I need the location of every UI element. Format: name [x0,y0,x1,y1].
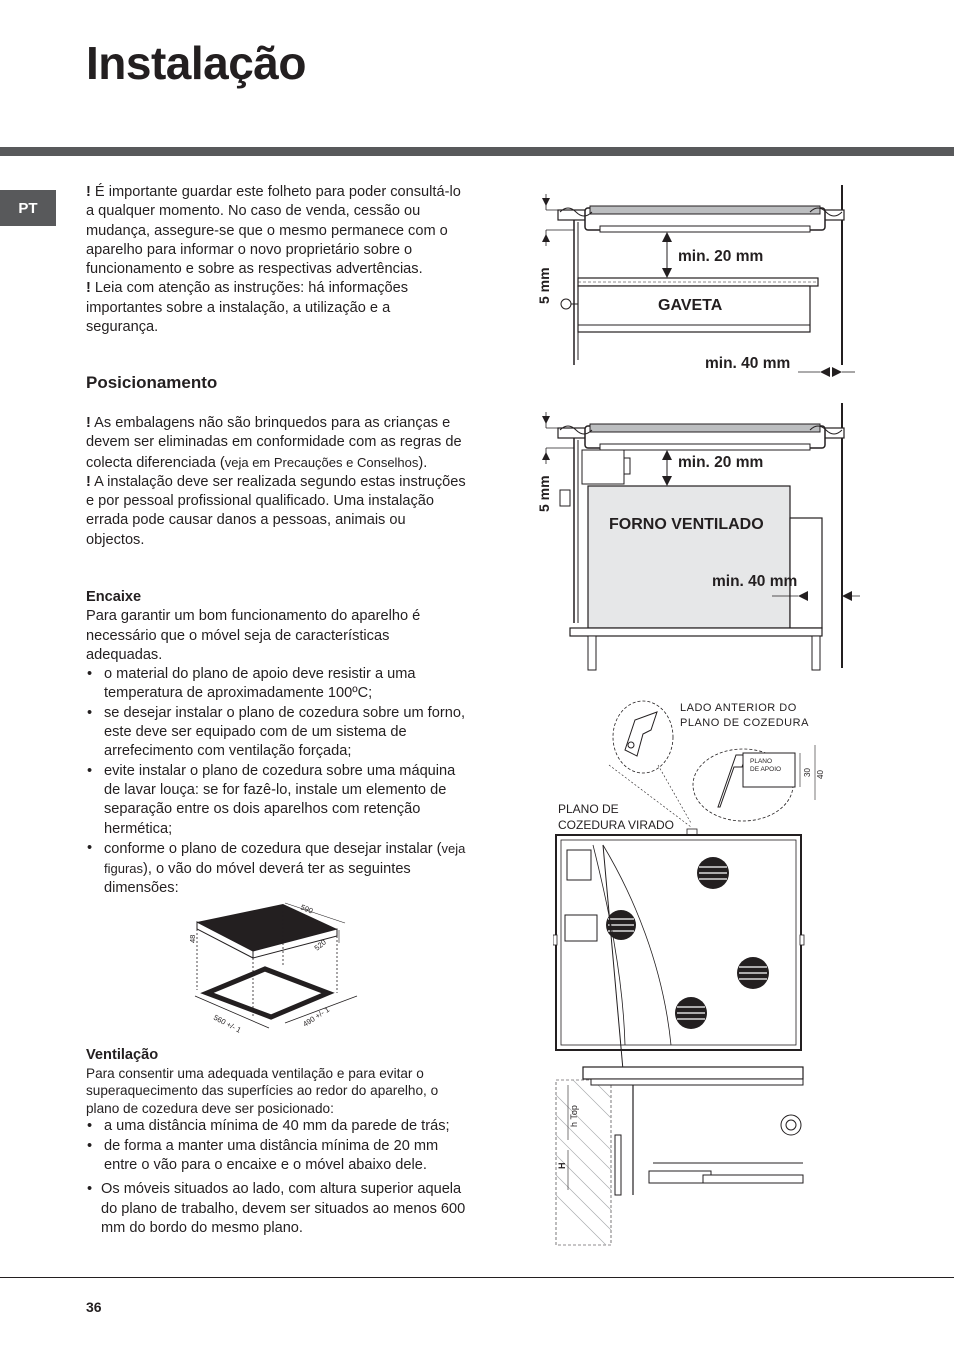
drawer-clearance-figure [530,180,860,390]
hob-glass [590,424,820,432]
label-turned-1: PLANO DE [558,802,619,816]
label-turned-2: COZEDURA VIRADO [558,818,675,832]
ventilacao-section [86,1047,466,1238]
page-title: Instalação [86,37,306,89]
label-min-20: min. 20 mm [678,248,764,265]
label-plano: PLANO [750,758,773,765]
subheading-ventilacao: Ventilação [86,1047,159,1063]
intro-paragraph-2 [86,279,466,337]
oven-body [588,486,790,628]
encaixe-intro: Para garantir um bom funcionamento do aparelho é necessário que o móvel seja de características adequadas. [86,608,421,663]
cross-reference: veja figuras [104,840,466,877]
dim-520: 520 [312,937,328,953]
warning-mark: ! [86,280,91,297]
label-h-top: h Top [569,1105,579,1127]
connector-box [582,450,624,484]
dim-48: 48 [188,934,197,943]
dim-490: 490 +/- 1 [301,1004,332,1029]
label-min-20: min. 20 mm [678,454,764,471]
list-item: • de forma a manter uma distância mínima de 20 mm entre o vão para o encaixe e o móvel abaixo dele. [86,1137,466,1176]
dim-30: 30 [803,768,812,777]
hob-glass [590,206,820,214]
pos-text-1a: As embalagens não são brinquedos para as crianças e devem ser eliminadas em conformidade com as regras de colecta diferenciada ( [86,415,462,471]
label-de-apoio: DE APOIO [750,766,782,773]
posicionamento-paragraph-1 [86,414,466,473]
bracket-installation-figure [553,695,833,1250]
posicionamento-section [86,414,466,550]
header-rule [0,147,954,156]
pos-text-1b: ). [418,454,428,471]
footer-rule [0,1277,954,1278]
warning-mark: ! [86,415,91,431]
list-item: • a uma distância mínima de 40 mm da parede de trás; [86,1117,466,1136]
list-item: • o material do plano de apoio deve resistir a uma temperatura de aproximadamente 100ºC; [86,665,466,704]
ventilacao-intro: Para consentir uma adequada ventilação e para evitar o superaquecimento das superfícies ao redor do aparelho, o plano de cozedura deve ser posicionado: [86,1065,439,1116]
label-min-40: min. 40 mm [705,355,791,372]
label-H: H [557,1162,567,1169]
ventilacao-list [86,1117,466,1238]
intro-text-1: É importante guardar este folheto para poder consultá-lo a qualquer momento. No caso de venda, cessão ou mudança, assegure-se que o mesmo permanece com o aparelho para informar o novo proprietário sobre o funcionamento e sobre as respectivas advertências. [86,184,461,278]
label-5mm: 5 mm [536,475,552,512]
label-oven: FORNO VENTILADO [609,516,764,533]
posicionamento-paragraph-2 [86,473,466,550]
encaixe-list [86,665,466,899]
encaixe-section [86,588,466,899]
label-front-side-2: PLANO DE COZEDURA [680,717,809,729]
intro-text-2: Leia com atenção as instruções: há informações importantes sobre a instalação, a utilização e a segurança. [86,280,409,336]
list-item: • evite instalar o plano de cozedura sobre uma máquina de lavar louça: se for fazê-lo, instale um elemento de separação entre os dois aparelhos com retenção hermética; [86,762,466,839]
bullet4-text-b: ), o vão do móvel deverá ter as seguintes dimensões: [104,861,411,897]
pos-text-2: A instalação deve ser realizada segundo estas instruções e por pessoal profissional qualificado. Uma instalação errada pode causar danos a pessoas, animais ou objectos. [86,473,466,548]
label-5mm: 5 mm [536,267,552,304]
cutout-outline [207,969,328,1017]
subheading-encaixe: Encaixe [86,589,142,605]
language-tab: PT [0,190,56,226]
warning-mark: ! [86,184,91,200]
list-item: • se desejar instalar o plano de cozedura sobre um forno, este deve ser equipado com de um sistema de arrefecimento com ventilação forçada; [86,704,466,762]
list-item [86,839,466,899]
dim-560: 560 +/- 1 [212,1012,243,1035]
list-item: • Os móveis situados ao lado, com altura superior aquela do plano de trabalho, devem ser situados ao menos 600 mm do bordo do mesmo plano. [86,1180,466,1238]
section-heading-posicionamento: Posicionamento [86,373,218,392]
intro-section [86,183,466,337]
oven-clearance-figure [530,398,860,673]
page-number: 36 [86,1299,102,1315]
intro-paragraph-1 [86,183,466,279]
warning-mark: ! [86,473,91,490]
hob-glass-section [583,1067,803,1079]
label-front-side-1: LADO ANTERIOR DO [680,702,797,714]
label-min-40: min. 40 mm [712,573,798,590]
label-drawer: GAVETA [658,297,723,314]
hob-dimensions-figure [185,895,375,1035]
bullet4-text-a: conforme o plano de cozedura que desejar instalar ( [104,840,442,857]
dim-40: 40 [816,770,825,779]
dim-590: 590 [299,902,315,916]
cross-reference: veja em Precauções e Conselhos [224,454,419,470]
